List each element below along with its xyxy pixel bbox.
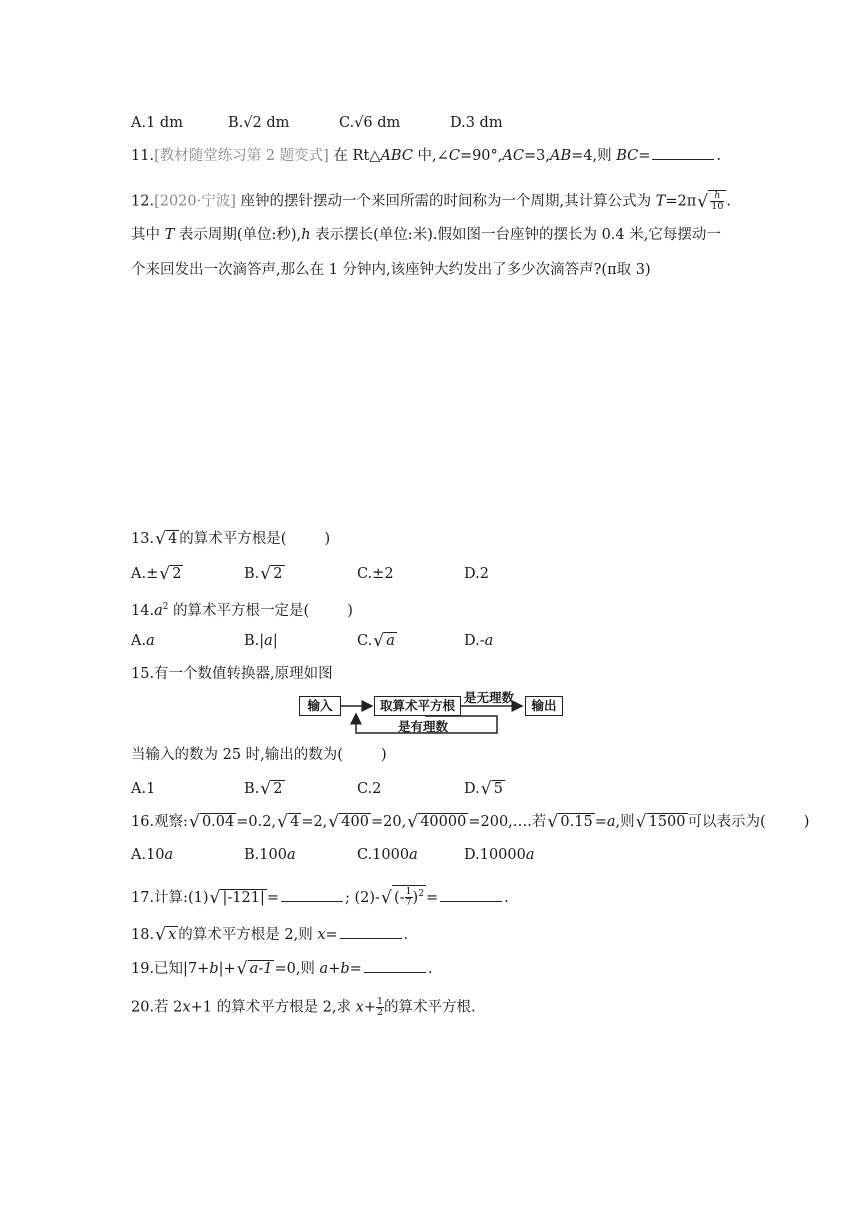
question-15-ask: 当输入的数为 25 时,输出的数为( ) [131, 747, 387, 763]
q16-option-b: B.100a [244, 847, 296, 863]
question-12-line-1: 12.[2020·宁波] 座钟的摆针摆动一个来回所需的时间称为一个周期,其计算公式为 T=2π √ $\frac{h}{10}$ . [131, 190, 731, 212]
q16-option-d: D.10000a [464, 847, 535, 863]
flowchart-input-box: 输入 [299, 696, 341, 716]
q13-option-d: D.2 [464, 566, 489, 582]
q15-option-d: D. √ 5 [464, 779, 503, 799]
q13-option-b: B. √ 2 [244, 564, 283, 584]
q15-option-a: A.1 [131, 781, 156, 797]
q10-option-b: B.√2 dm [228, 115, 290, 131]
q13-option-c: C.±2 [357, 566, 394, 582]
question-12-line-2: 其中 T 表示周期(单位:秒),h 表示摆长(单位:米).假如图一台座钟的摆长为 0.4 米,它每摆动一 [131, 227, 721, 243]
question-16: 16.观察: √ 0.04 =0.2, √ 4 =2, √ 400 =20, √ 40000 =200,….若 √ 0.15 =a,则 √ 1500 可以表示为( ) [131, 812, 810, 832]
question-11: 11.[教材随堂练习第 2 题变式] 在 Rt△ABC 中,∠C=90°,AC=3,AB=4,则 BC= . [131, 145, 721, 166]
question-14: $14.a^2$ 的算术平方根一定是( ) [131, 602, 353, 619]
question-20: 20.若 2x+1 的算术平方根是 2,求 x+ $\frac{1}{2}$ 的算术平方根. [131, 996, 476, 1018]
question-17: 17.计算:(1) √ |-121| = ; (2)- √ (- $\frac{1}{7}$ )$^2$ = . [131, 886, 509, 909]
q15-option-c: C.2 [357, 781, 382, 797]
q13-option-a: A.± √ 2 [131, 564, 182, 584]
q10-option-c: C.√6 dm [339, 115, 401, 131]
q14-option-c: C. √ a [357, 631, 395, 651]
answer-blank[interactable] [364, 958, 426, 973]
question-15: 15.有一个数值转换器,原理如图 [131, 666, 333, 682]
question-18: 18. √ x 的算术平方根是 2,则 x= . [131, 925, 409, 945]
q14-option-b: B.|a| [244, 633, 278, 649]
q16-option-c: C.1000a [357, 847, 418, 863]
question-source: [教材随堂练习第 2 题变式] [154, 148, 329, 164]
q15-option-b: B. √ 2 [244, 779, 283, 799]
question-source: [2020·宁波] [154, 193, 236, 210]
question-13: 13. √ 4 的算术平方根是( ) [131, 529, 331, 549]
answer-blank[interactable] [440, 887, 502, 902]
flowchart-operation-box: 取算术平方根 [374, 696, 461, 716]
flowchart-label-irrational: 是无理数 [464, 690, 515, 705]
question-19: 19.已知|7+b|+ √ a-1 =0,则 a+b= . [131, 959, 433, 979]
sqrt-formula: √ $\frac{h}{10}$ [697, 190, 726, 212]
q10-option-a: A.1 dm [131, 115, 183, 131]
flowchart-output-box: 输出 [525, 696, 563, 716]
answer-blank[interactable] [340, 924, 402, 939]
q16-option-a: A.10a [131, 847, 174, 863]
q10-option-d: D.3 dm [450, 115, 503, 131]
question-12-line-3: 个来回发出一次滴答声,那么在 1 分钟内,该座钟大约发出了多少次滴答声?(π取 3) [131, 262, 651, 278]
q14-option-a: A.a [131, 633, 155, 649]
flowchart-label-rational: 是有理数 [398, 719, 449, 734]
answer-blank[interactable] [281, 887, 343, 902]
q14-option-d: D.-a [464, 633, 494, 649]
